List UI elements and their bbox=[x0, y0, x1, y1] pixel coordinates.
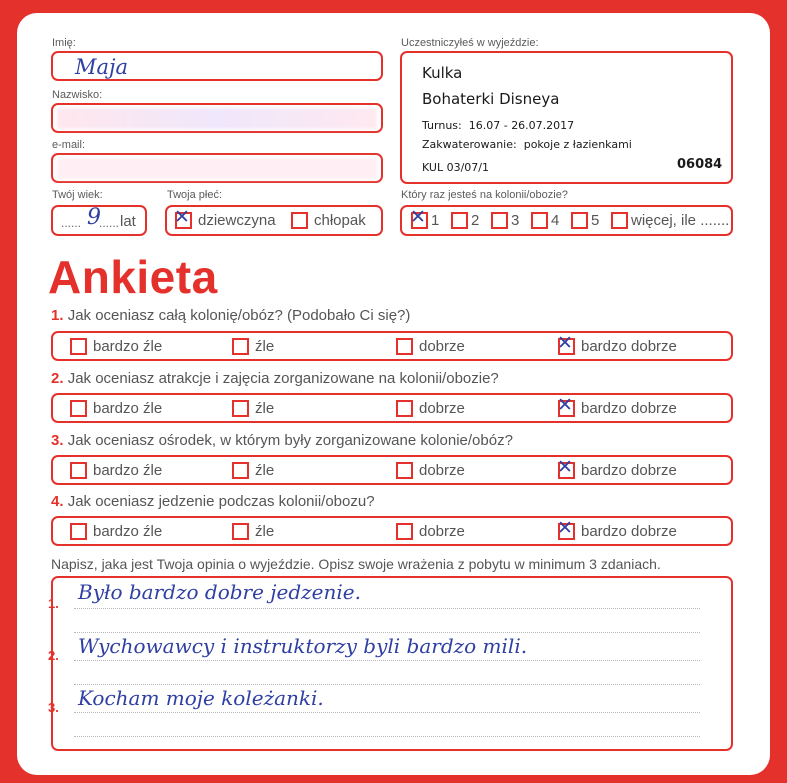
surname-field[interactable] bbox=[51, 103, 383, 133]
opinion-line-1b-rule bbox=[74, 632, 700, 633]
camp-info-box bbox=[400, 51, 733, 184]
page-title: Ankieta bbox=[48, 251, 218, 303]
x-mark-icon: ✕ bbox=[410, 206, 426, 229]
times-option-2[interactable] bbox=[451, 212, 479, 230]
question-2 bbox=[51, 370, 499, 387]
q4-opt4-label: bardzo dobrze bbox=[581, 523, 677, 541]
question-1 bbox=[51, 307, 410, 324]
times-5-label: 5 bbox=[591, 212, 600, 230]
opinion-line-3b-rule bbox=[74, 736, 700, 737]
q4-option-4[interactable] bbox=[557, 517, 677, 541]
question-4-number: 4. bbox=[51, 493, 64, 510]
times-2-label: 2 bbox=[471, 212, 480, 230]
question-3-text: Jak oceniasz ośrodek, w którym były zorganizowane kolonie/obóz? bbox=[67, 432, 513, 449]
opinion-line-2b-rule bbox=[74, 684, 700, 685]
q2-opt4-checkbox[interactable] bbox=[557, 394, 575, 417]
times-option-3[interactable] bbox=[491, 212, 519, 230]
gender-girl-checkbox[interactable] bbox=[174, 206, 192, 229]
times-option-1[interactable] bbox=[410, 206, 440, 230]
opinion-line-1-number: 1. bbox=[48, 596, 59, 611]
times-more-checkbox[interactable] bbox=[611, 212, 628, 229]
q2-option-2[interactable] bbox=[232, 400, 274, 418]
age-value: 9 bbox=[87, 205, 101, 230]
camp-code: KUL 03/07/1 bbox=[422, 161, 489, 174]
times-3-label: 3 bbox=[511, 212, 520, 230]
surname-blur-redaction bbox=[57, 108, 377, 129]
times-option-more[interactable] bbox=[611, 212, 729, 230]
q1-opt1-label: bardzo źle bbox=[93, 338, 163, 356]
q1-opt2-label: źle bbox=[255, 338, 275, 356]
age-dots-left: ...... bbox=[61, 216, 82, 230]
opinion-line-3-number: 3. bbox=[48, 700, 59, 715]
q3-opt2-checkbox[interactable] bbox=[232, 462, 249, 479]
q1-option-3[interactable] bbox=[396, 338, 465, 356]
age-label: Twój wiek: bbox=[52, 189, 103, 201]
question-2-text: Jak oceniasz atrakcje i zajęcia zorganizowane na kolonii/obozie? bbox=[67, 370, 499, 387]
x-mark-icon: ✕ bbox=[557, 394, 573, 417]
name-field[interactable] bbox=[51, 51, 383, 81]
q3-opt1-checkbox[interactable] bbox=[70, 462, 87, 479]
turnus-value: 16.07 - 26.07.2017 bbox=[468, 119, 575, 132]
question-4-answers bbox=[51, 516, 733, 546]
age-dots-right: ...... bbox=[99, 216, 120, 230]
times-1-label: 1 bbox=[431, 212, 440, 230]
accommodation-label: Zakwaterowanie: bbox=[422, 138, 517, 151]
q3-opt3-checkbox[interactable] bbox=[396, 462, 413, 479]
q1-option-2[interactable] bbox=[232, 338, 274, 356]
q4-opt2-label: źle bbox=[255, 523, 275, 541]
question-1-text: Jak oceniasz całą kolonię/obóz? (Podobało Ci się?) bbox=[67, 307, 411, 324]
q1-opt3-checkbox[interactable] bbox=[396, 338, 413, 355]
q1-opt4-label: bardzo dobrze bbox=[581, 338, 677, 356]
q2-opt3-label: dobrze bbox=[419, 400, 465, 418]
q4-opt4-checkbox[interactable] bbox=[557, 517, 575, 540]
accommodation-value: pokoje z łazienkami bbox=[523, 138, 632, 151]
participation-label: Uczestniczyłeś w wyjeździe: bbox=[401, 37, 539, 49]
camp-name: Kulka bbox=[422, 64, 463, 82]
times-3-checkbox[interactable] bbox=[491, 212, 508, 229]
q4-opt2-checkbox[interactable] bbox=[232, 523, 249, 540]
q1-option-4[interactable] bbox=[557, 332, 677, 356]
opinion-line-2-rule bbox=[74, 660, 700, 661]
q4-opt3-label: dobrze bbox=[419, 523, 465, 541]
q4-opt1-label: bardzo źle bbox=[93, 523, 163, 541]
q2-opt2-label: źle bbox=[255, 400, 275, 418]
q1-opt1-checkbox[interactable] bbox=[70, 338, 87, 355]
question-1-number: 1. bbox=[51, 307, 64, 324]
question-2-number: 2. bbox=[51, 370, 64, 387]
q3-option-1[interactable] bbox=[70, 462, 162, 480]
q2-opt1-label: bardzo źle bbox=[93, 400, 163, 418]
gender-option-girl[interactable] bbox=[174, 206, 276, 230]
question-3-answers bbox=[51, 455, 733, 485]
times-1-checkbox[interactable] bbox=[410, 206, 428, 229]
times-label: Który raz jesteś na kolonii/obozie? bbox=[401, 189, 568, 201]
gender-girl-label: dziewczyna bbox=[198, 212, 276, 230]
times-field bbox=[400, 205, 733, 236]
q1-opt3-label: dobrze bbox=[419, 338, 465, 356]
q2-option-1[interactable] bbox=[70, 400, 162, 418]
accommodation-line bbox=[422, 138, 632, 151]
gender-boy-checkbox[interactable] bbox=[291, 212, 308, 229]
q4-opt3-checkbox[interactable] bbox=[396, 523, 413, 540]
question-3 bbox=[51, 432, 513, 449]
gender-field bbox=[165, 205, 383, 236]
camp-theme: Bohaterki Disneya bbox=[422, 90, 560, 108]
q4-option-2[interactable] bbox=[232, 523, 274, 541]
email-blur-redaction bbox=[57, 158, 377, 179]
gender-option-boy[interactable] bbox=[291, 212, 366, 230]
opinion-line-1-text: Było bardzo dobre jedzenie. bbox=[78, 580, 361, 604]
q2-opt3-checkbox[interactable] bbox=[396, 400, 413, 417]
form-number: 06084 bbox=[677, 157, 723, 172]
q3-opt3-label: dobrze bbox=[419, 462, 465, 480]
q1-opt2-checkbox[interactable] bbox=[232, 338, 249, 355]
opinion-prompt: Napisz, jaka jest Twoja opinia o wyjeździe. Opisz swoje wrażenia z pobytu w minimum 3 zdaniach. bbox=[51, 556, 661, 572]
q3-opt2-label: źle bbox=[255, 462, 275, 480]
email-label: e-mail: bbox=[52, 139, 86, 151]
q1-opt4-checkbox[interactable] bbox=[557, 332, 575, 355]
q1-option-1[interactable] bbox=[70, 338, 162, 356]
name-value: Maja bbox=[75, 55, 129, 79]
q3-option-4[interactable] bbox=[557, 456, 677, 480]
q2-opt4-label: bardzo dobrze bbox=[581, 400, 677, 418]
times-more-label: więcej, ile ....... bbox=[631, 212, 730, 230]
x-mark-icon: ✕ bbox=[557, 332, 573, 355]
opinion-line-3-text: Kocham moje koleżanki. bbox=[78, 686, 324, 710]
opinion-line-2-number: 2. bbox=[48, 648, 59, 663]
question-4-text: Jak oceniasz jedzenie podczas kolonii/obozu? bbox=[67, 493, 375, 510]
q2-opt2-checkbox[interactable] bbox=[232, 400, 249, 417]
opinion-line-3-rule bbox=[74, 712, 700, 713]
q3-opt4-label: bardzo dobrze bbox=[581, 462, 677, 480]
name-label: Imię: bbox=[52, 37, 76, 49]
age-field[interactable] bbox=[51, 205, 147, 236]
surname-label: Nazwisko: bbox=[52, 89, 103, 101]
x-mark-icon: ✕ bbox=[557, 517, 573, 540]
q3-option-3[interactable] bbox=[396, 462, 465, 480]
gender-label: Twoja płeć: bbox=[167, 189, 223, 201]
times-5-checkbox[interactable] bbox=[571, 212, 588, 229]
question-1-answers bbox=[51, 331, 733, 361]
opinion-line-2-text: Wychowawcy i instruktorzy byli bardzo mili. bbox=[78, 634, 528, 658]
q4-option-3[interactable] bbox=[396, 523, 465, 541]
x-mark-icon: ✕ bbox=[174, 206, 190, 229]
times-4-label: 4 bbox=[551, 212, 560, 230]
q3-opt1-label: bardzo źle bbox=[93, 462, 163, 480]
turnus-line bbox=[422, 119, 574, 132]
email-field[interactable] bbox=[51, 153, 383, 183]
question-3-number: 3. bbox=[51, 432, 64, 449]
question-2-answers bbox=[51, 393, 733, 423]
times-option-5[interactable] bbox=[571, 212, 599, 230]
x-mark-icon: ✕ bbox=[557, 456, 573, 479]
times-2-checkbox[interactable] bbox=[451, 212, 468, 229]
turnus-label: Turnus: bbox=[422, 119, 462, 132]
question-4 bbox=[51, 493, 375, 510]
times-4-checkbox[interactable] bbox=[531, 212, 548, 229]
times-option-4[interactable] bbox=[531, 212, 559, 230]
q4-option-1[interactable] bbox=[70, 523, 162, 541]
opinion-line-1-rule bbox=[74, 608, 700, 609]
q2-option-4[interactable] bbox=[557, 394, 677, 418]
age-unit: lat bbox=[120, 213, 136, 230]
q2-option-3[interactable] bbox=[396, 400, 465, 418]
q3-option-2[interactable] bbox=[232, 462, 274, 480]
gender-boy-label: chłopak bbox=[314, 212, 366, 230]
q2-opt1-checkbox[interactable] bbox=[70, 400, 87, 417]
q4-opt1-checkbox[interactable] bbox=[70, 523, 87, 540]
q3-opt4-checkbox[interactable] bbox=[557, 456, 575, 479]
